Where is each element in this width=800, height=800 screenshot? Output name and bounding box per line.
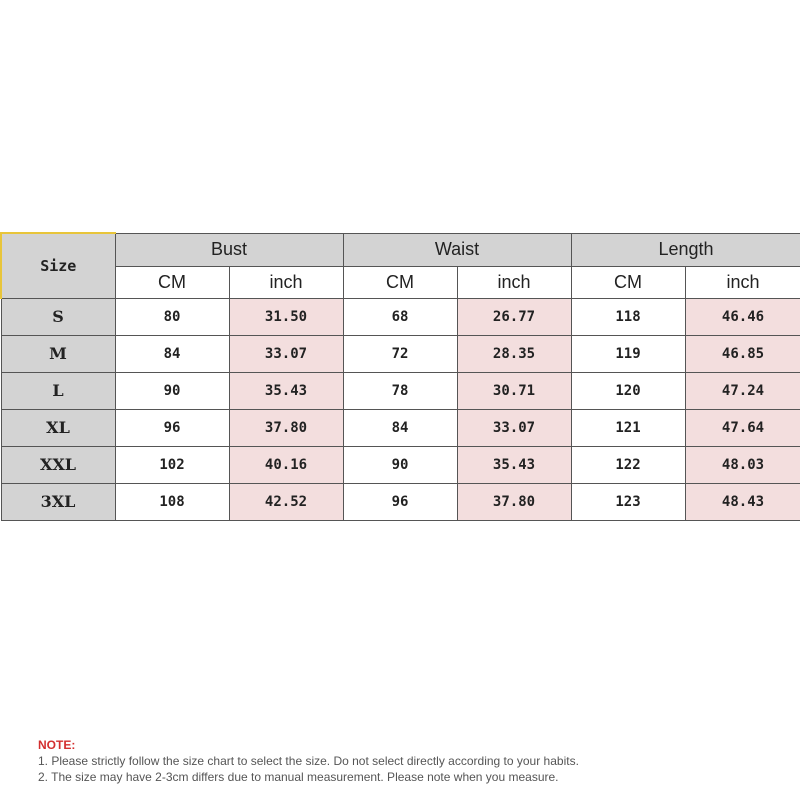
length-cm-cell: 123	[571, 483, 685, 520]
size-chart-table	[0, 232, 800, 521]
length-inch-cell: 46.46	[685, 298, 800, 335]
table-row	[1, 409, 800, 446]
length-inch-cell: 47.64	[685, 409, 800, 446]
bust-cm-cell: 102	[115, 446, 229, 483]
length-inch-cell: 48.43	[685, 483, 800, 520]
length-cm-cell: 120	[571, 372, 685, 409]
size-label: XXL	[1, 446, 115, 483]
waist-inch-cell: 28.35	[457, 335, 571, 372]
bust-inch-cell: 42.52	[229, 483, 343, 520]
waist-inch-cell: 26.77	[457, 298, 571, 335]
waist-cm-cell: 78	[343, 372, 457, 409]
size-column-header: Size	[1, 233, 115, 298]
waist-inch-header: inch	[457, 266, 571, 298]
length-inch-cell: 46.85	[685, 335, 800, 372]
waist-inch-cell: 30.71	[457, 372, 571, 409]
waist-header: Waist	[343, 233, 571, 266]
waist-inch-cell: 35.43	[457, 446, 571, 483]
table-row	[1, 298, 800, 335]
length-cm-cell: 119	[571, 335, 685, 372]
table-row	[1, 446, 800, 483]
bust-inch-header: inch	[229, 266, 343, 298]
bust-inch-cell: 40.16	[229, 446, 343, 483]
length-cm-cell: 118	[571, 298, 685, 335]
table-row	[1, 372, 800, 409]
bust-cm-cell: 96	[115, 409, 229, 446]
waist-inch-cell: 37.80	[457, 483, 571, 520]
length-cm-header: CM	[571, 266, 685, 298]
size-label: 3XL	[1, 483, 115, 520]
bust-inch-cell: 35.43	[229, 372, 343, 409]
length-inch-cell: 47.24	[685, 372, 800, 409]
waist-cm-cell: 68	[343, 298, 457, 335]
table-row	[1, 335, 800, 372]
bust-header: Bust	[115, 233, 343, 266]
note-line-2: 2. The size may have 2-3cm differs due to manual measurement. Please note when you measure.	[38, 770, 559, 784]
unit-header-row	[1, 266, 800, 298]
bust-cm-header: CM	[115, 266, 229, 298]
table-row	[1, 483, 800, 520]
length-inch-cell: 48.03	[685, 446, 800, 483]
note-line-1: 1. Please strictly follow the size chart to select the size. Do not select directly according to your habits.	[38, 754, 579, 768]
bust-inch-cell: 33.07	[229, 335, 343, 372]
waist-cm-cell: 84	[343, 409, 457, 446]
waist-cm-cell: 90	[343, 446, 457, 483]
bust-cm-cell: 80	[115, 298, 229, 335]
length-cm-cell: 122	[571, 446, 685, 483]
bust-cm-cell: 108	[115, 483, 229, 520]
size-label: M	[1, 335, 115, 372]
bust-inch-cell: 37.80	[229, 409, 343, 446]
size-label: S	[1, 298, 115, 335]
length-inch-header: inch	[685, 266, 800, 298]
length-cm-cell: 121	[571, 409, 685, 446]
note-title: NOTE:	[38, 738, 76, 752]
waist-inch-cell: 33.07	[457, 409, 571, 446]
length-header: Length	[571, 233, 800, 266]
bust-cm-cell: 84	[115, 335, 229, 372]
size-note	[38, 737, 579, 785]
group-header-row	[1, 233, 800, 266]
bust-inch-cell: 31.50	[229, 298, 343, 335]
size-label: XL	[1, 409, 115, 446]
waist-cm-header: CM	[343, 266, 457, 298]
waist-cm-cell: 96	[343, 483, 457, 520]
bust-cm-cell: 90	[115, 372, 229, 409]
size-label: L	[1, 372, 115, 409]
waist-cm-cell: 72	[343, 335, 457, 372]
